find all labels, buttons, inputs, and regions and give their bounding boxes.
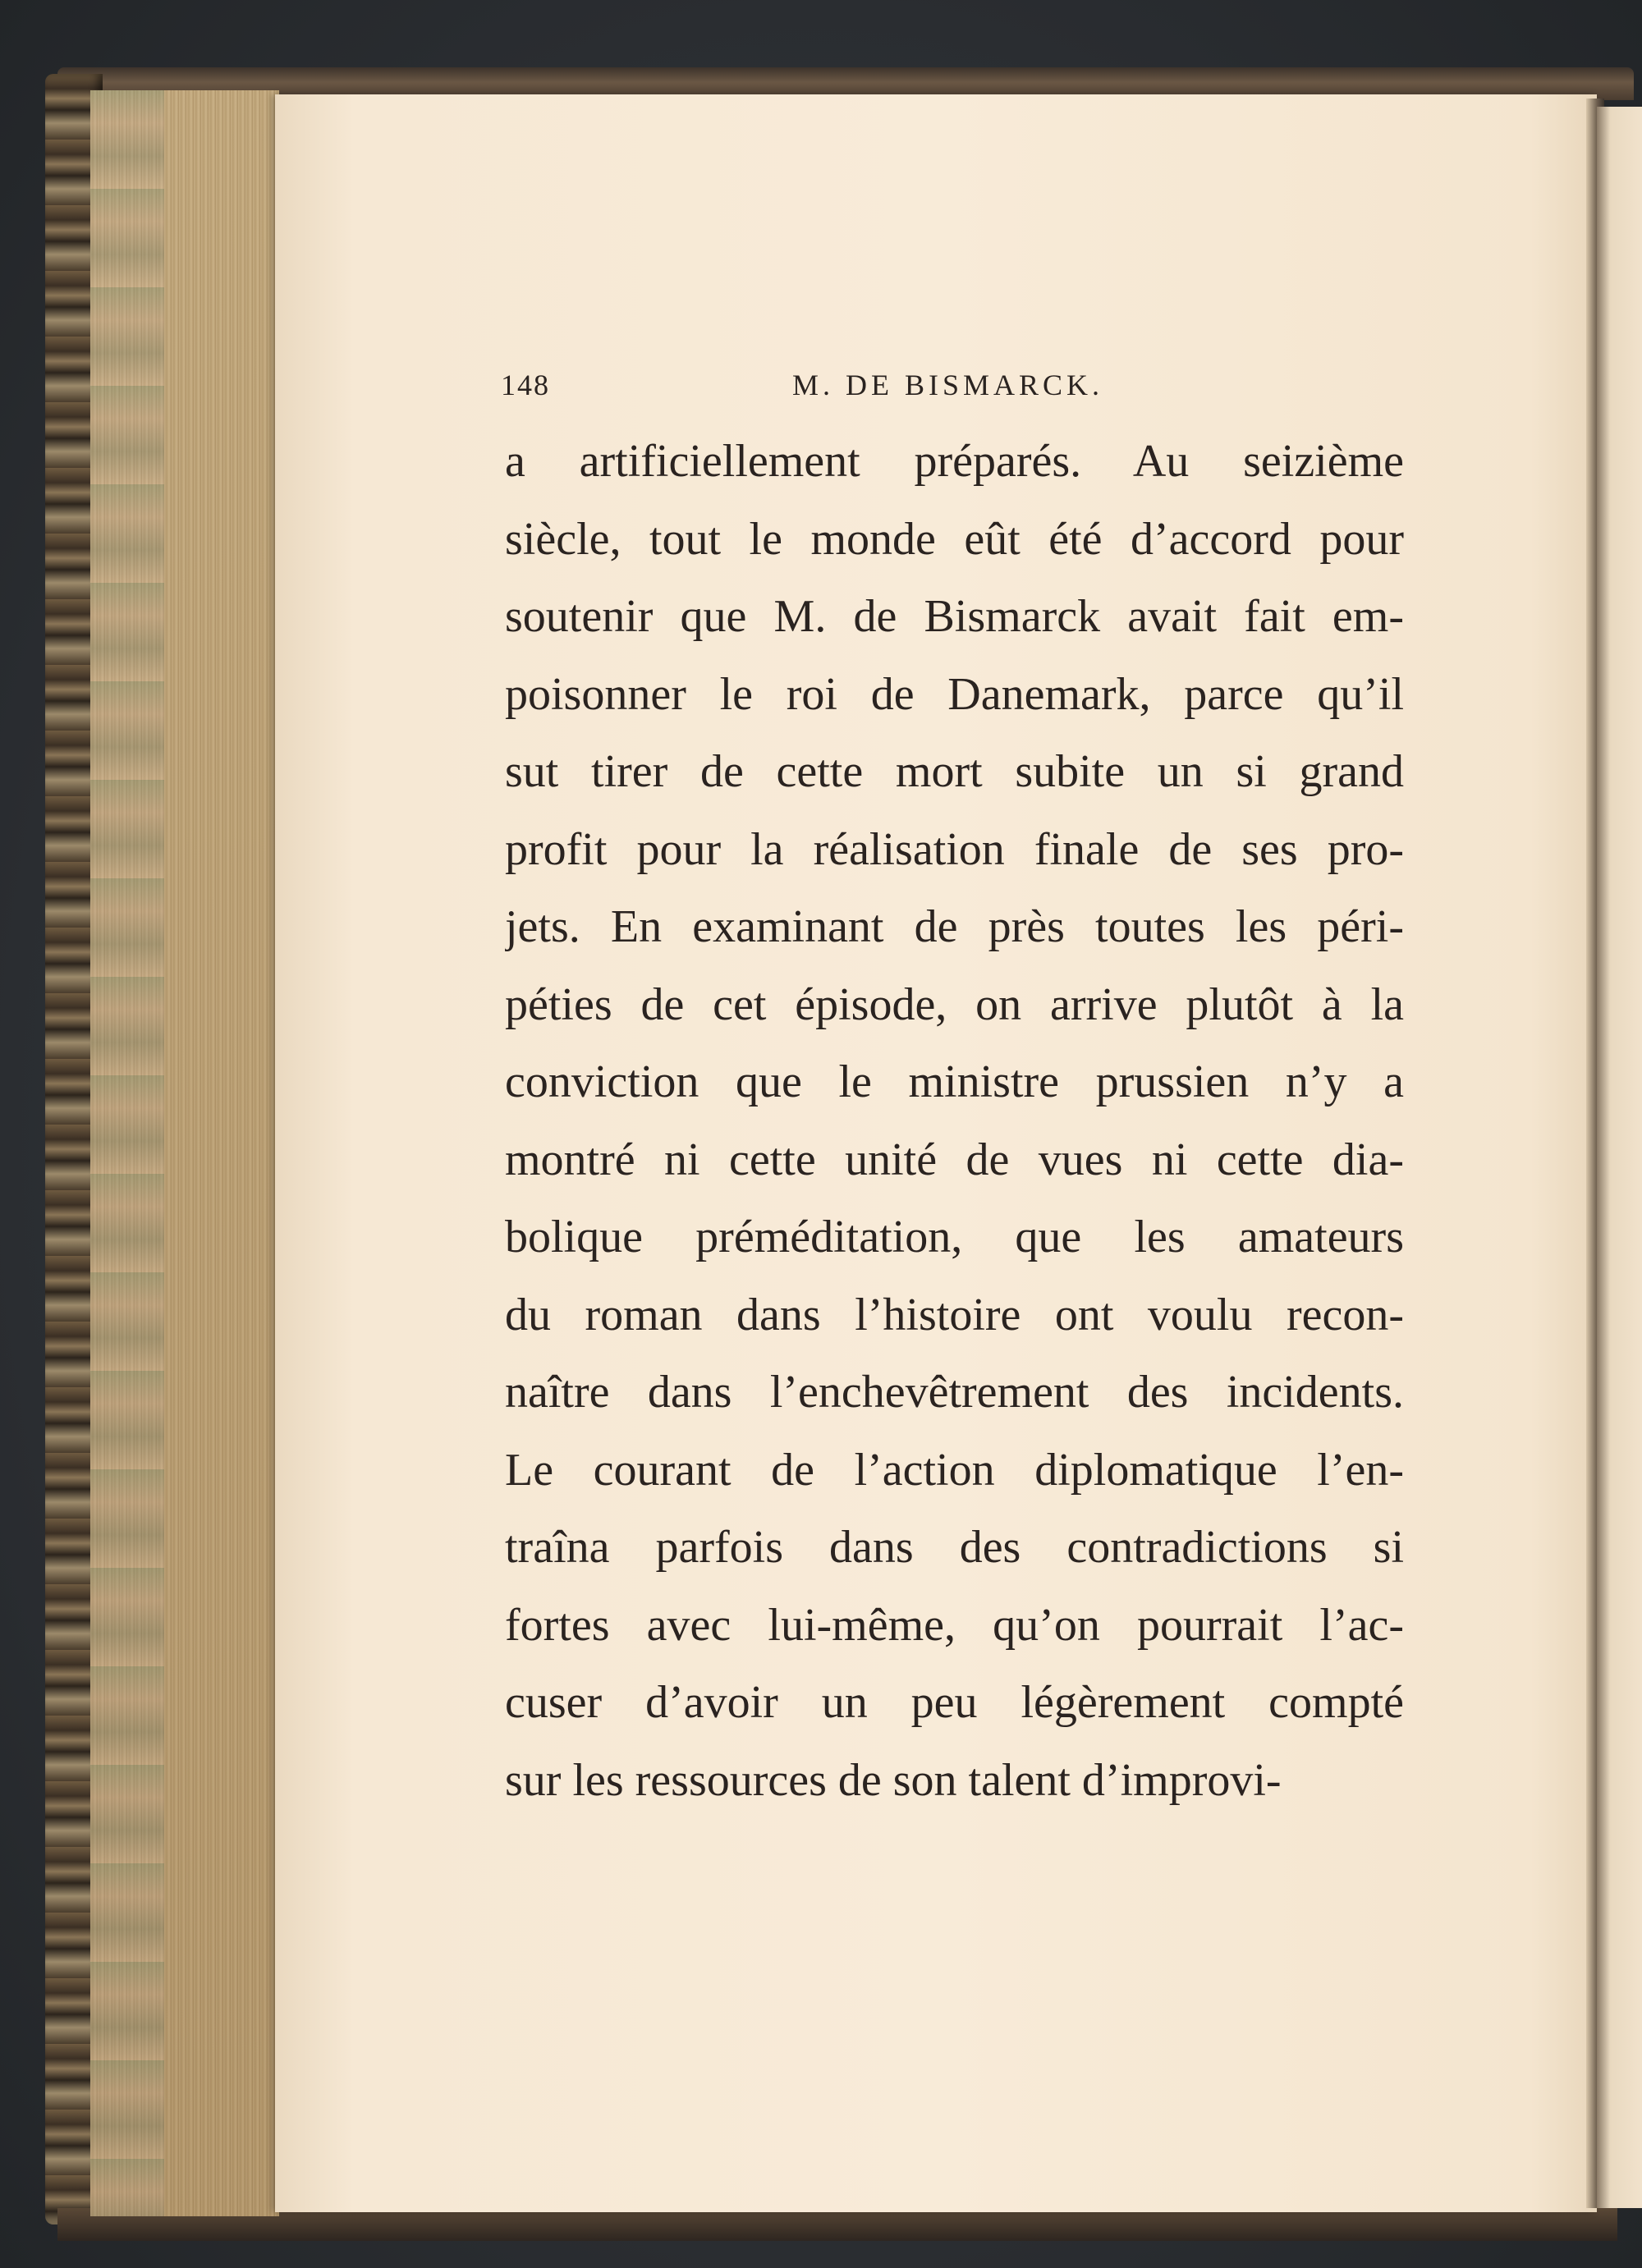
text-line: profit pour la réalisation finale de ses pro- bbox=[505, 823, 1404, 875]
text-line: péties de cet épisode, on arrive plutôt à la bbox=[505, 978, 1404, 1030]
text-line: siècle, tout le monde eût été d’accord pour bbox=[505, 513, 1404, 565]
page-number: 148 bbox=[501, 369, 550, 401]
text-line: traîna parfois dans des contradictions si bbox=[505, 1522, 1404, 1573]
text-line: cuser d’avoir un peu légèrement compté bbox=[505, 1677, 1404, 1728]
text-line: jets. En examinant de près toutes les péri- bbox=[505, 901, 1404, 952]
text-line: poisonner le roi de Danemark, parce qu’il bbox=[505, 668, 1404, 720]
text-line: a artificiellement préparés. Au seizième bbox=[505, 436, 1404, 487]
facing-page bbox=[1597, 107, 1642, 2208]
text-line: conviction que le ministre prussien n’y a bbox=[505, 1056, 1404, 1107]
text-line: sut tirer de cette mort subite un si grand bbox=[505, 746, 1404, 797]
running-title: M. DE BISMARCK. bbox=[792, 369, 1104, 401]
text-line: naître dans l’enchevêtrement des incidents. bbox=[505, 1367, 1404, 1418]
running-head bbox=[0, 368, 1642, 409]
text-line: sur les ressources de son talent d’improvi- bbox=[505, 1754, 1282, 1806]
page-edges bbox=[90, 90, 279, 2216]
text-line: montré ni cette unité de vues ni cette dia- bbox=[505, 1134, 1404, 1185]
book-cover-bottom bbox=[57, 2208, 1617, 2241]
text-line: Le courant de l’action diplomatique l’en- bbox=[505, 1444, 1404, 1496]
body-text bbox=[505, 423, 1404, 1819]
text-line: soutenir que M. de Bismarck avait fait em- bbox=[505, 591, 1404, 642]
text-line: bolique préméditation, que les amateurs bbox=[505, 1212, 1404, 1262]
text-line: du roman dans l’histoire ont voulu recon- bbox=[505, 1289, 1404, 1340]
text-line: fortes avec lui-même, qu’on pourrait l’ac- bbox=[505, 1599, 1404, 1651]
